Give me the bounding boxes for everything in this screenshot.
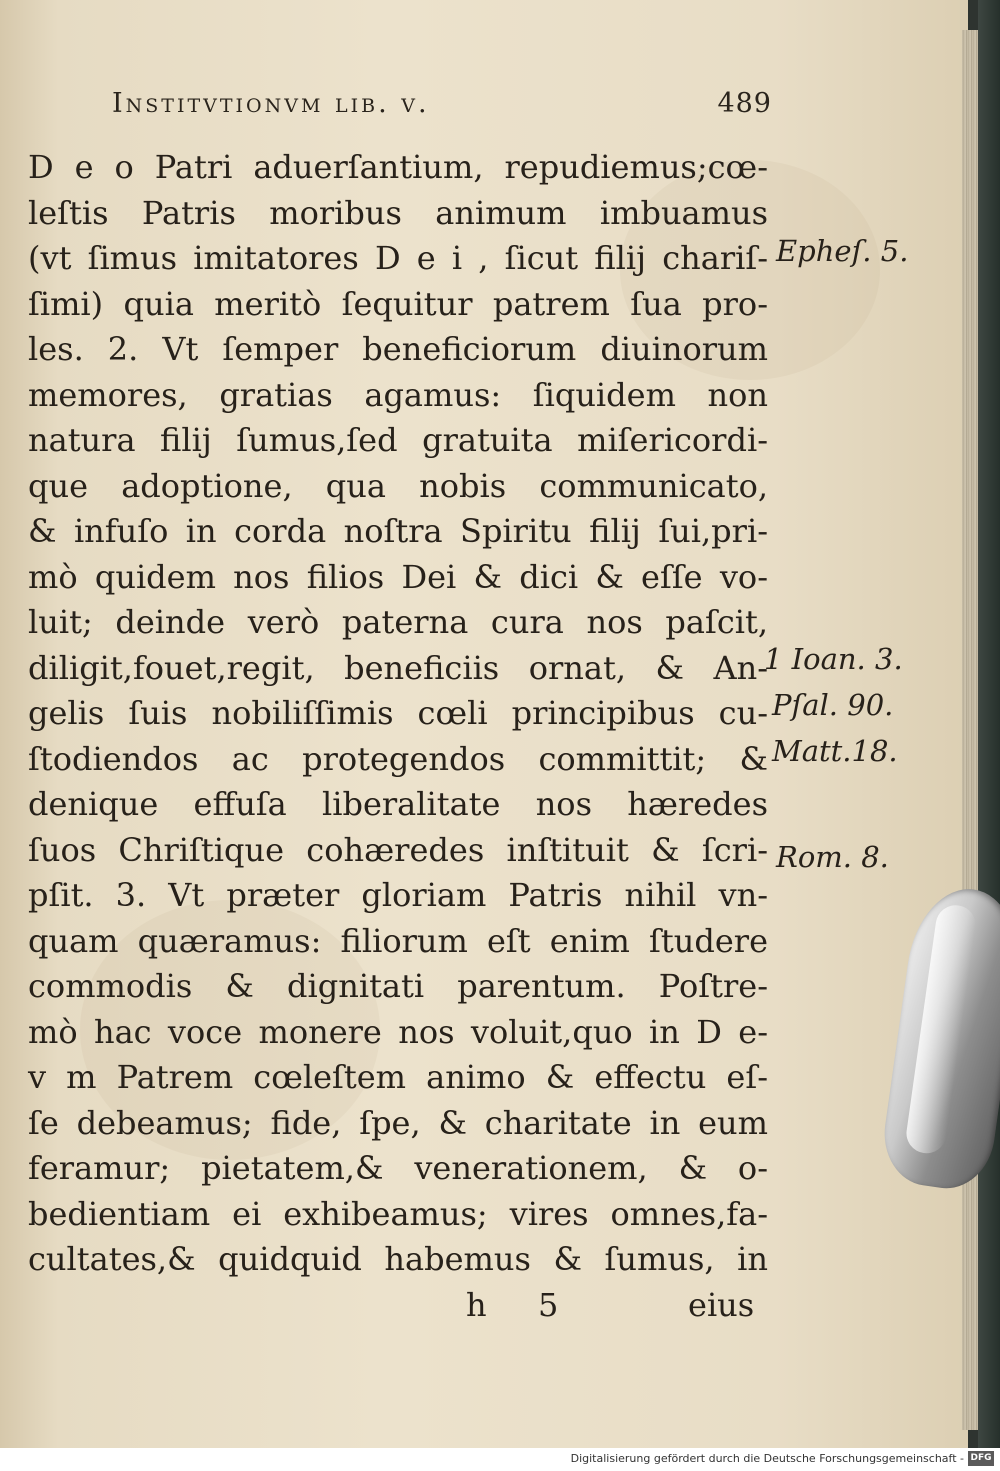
text-line: leſtis Patris moribus animum imbuamus — [28, 193, 768, 232]
running-header — [112, 88, 772, 130]
book-cover-edge — [978, 0, 1000, 1448]
text-line: que adoptione, qua nobis communicato, — [28, 466, 768, 505]
text-line: commodis & dignitati parentum. Poſtre- — [28, 967, 768, 1005]
catchword: eius — [688, 1286, 755, 1324]
credit-bar — [0, 1448, 1000, 1471]
margin-note-ephes: Epheſ. 5. — [776, 234, 909, 268]
text-line: natura filij ſumus,ſed gratuita miſericordi- — [28, 421, 768, 459]
text-line: cultates,& quidquid habemus & ſumus, in — [28, 1240, 768, 1278]
text-line: D e o Patri aduerſantium, repudiemus;cœ- — [28, 148, 768, 186]
text-line: v m Patrem cœleſtem animo & effectu eſ- — [28, 1058, 768, 1096]
margin-note-matt: Matt.18. — [772, 734, 898, 768]
page-number: 489 — [717, 88, 772, 119]
text-line: ſtodiendos ac protegendos committit; & — [28, 739, 768, 778]
text-line: diligit,fouet,regit, beneficiis ornat, & An- — [28, 648, 768, 687]
text-line: memores, gratias agamus: ſiquidem non — [28, 375, 768, 414]
text-line: & infuſo in corda noſtra Spiritu filij ſui,pri- — [28, 512, 768, 550]
signature-number: 5 — [538, 1286, 559, 1324]
margin-note-psal: Pſal. 90. — [772, 688, 894, 722]
credit-text: Digitalisierung gefördert durch die Deutsche Forschungsgemeinschaft - — [570, 1452, 964, 1465]
margin-note-rom: Rom. 8. — [776, 840, 889, 874]
page-block-edge — [962, 30, 978, 1430]
text-line: luit; deinde verò paterna cura nos paſcit, — [28, 603, 768, 641]
running-title: Institvtionvm lib. v. — [112, 88, 430, 119]
text-line: mò hac voce monere nos voluit,quo in D e- — [28, 1012, 768, 1051]
text-line: quam quæramus: filiorum eſt enim ſtudere — [28, 921, 768, 960]
text-line: feramur; pietatem,& venerationem, & o- — [28, 1149, 768, 1187]
margin-note-ioan: 1 Ioan. 3. — [764, 642, 903, 676]
text-line: ſe debeamus; fide, ſpe, & charitate in eum — [28, 1103, 768, 1142]
text-line: denique effuſa liberalitate nos hæredes — [28, 785, 768, 823]
clip-highlight — [904, 903, 978, 1156]
text-line: pſit. 3. Vt præter gloriam Patris nihil vn- — [28, 876, 768, 914]
text-line: (vt ſimus imitatores D e i , ſicut filij chariſ- — [28, 239, 768, 277]
text-line: les. 2. Vt ſemper beneficiorum diuinorum — [28, 330, 768, 368]
page-footer — [0, 1286, 968, 1332]
signature-letter: h — [466, 1286, 487, 1324]
dfg-logo: DFG — [968, 1451, 994, 1466]
text-line: mò quidem nos filios Dei & dici & eſſe vo- — [28, 557, 768, 596]
text-line: bedientiam ei exhibeamus; vires omnes,fa- — [28, 1194, 768, 1233]
text-line: ſimi) quia meritò ſequitur patrem ſua pro- — [28, 284, 768, 323]
text-line: gelis ſuis nobiliſſimis cœli principibus cu- — [28, 694, 768, 732]
text-line: ſuos Chriſtique cohæredes inſtituit & ſcri- — [28, 830, 768, 869]
body-text — [28, 145, 768, 1283]
